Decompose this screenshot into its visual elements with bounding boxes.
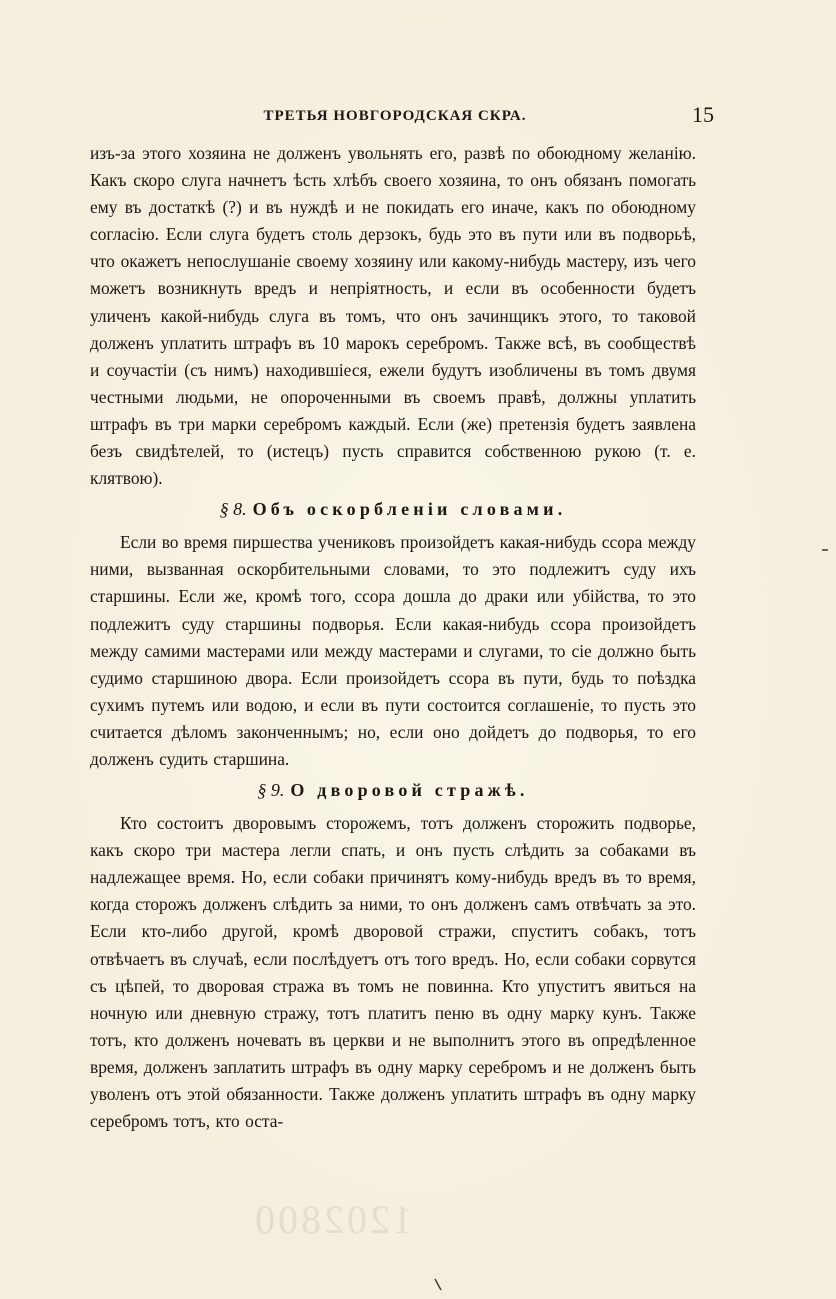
page-number: 15 xyxy=(692,102,714,127)
text-block xyxy=(90,140,696,1135)
running-head xyxy=(90,102,714,134)
section-8-title: Объ оскорбленіи словами. xyxy=(252,499,567,520)
paragraph-section-9: Кто состоитъ дворовымъ сторожемъ, тотъ долженъ сторожить подворье, какъ скоро три мастера легли спать, и онъ пусть слѣдить за собаками въ надлежащее время. Но, если собаки причинятъ кому-нибудь вредъ въ то время, когда сторожъ долженъ слѣдить за ними, то онъ долженъ самъ отвѣчать за это. Если кто-либо другой, кромѣ дворовой стражи, спуститъ собакъ, тотъ отвѣчаетъ въ случаѣ, если послѣдуетъ отъ того вредъ. Но, если собаки сорвутся съ цѣпей, то дворовая стража въ томъ не повинна. Кто упуститъ явиться на ночную или дневную стражу, тотъ платитъ пеню въ одну марку кунъ. Также тотъ, кто долженъ ночевать въ церкви и не выполнитъ этого въ опредѣленное время, долженъ заплатить штрафъ въ одну марку серебромъ и не долженъ быть уволенъ отъ этой обязанности. Также долженъ уплатить штрафъ въ одну марку серебромъ тотъ, кто оста- xyxy=(90,813,696,1132)
section-9-number: § 9. xyxy=(257,780,285,801)
library-stamp-showthrough: 1202800 xyxy=(252,1197,413,1242)
section-8-number: § 8. xyxy=(219,499,247,520)
paragraph-section-8: Если во время пиршества учениковъ произойдетъ какая-нибудь ссора между ними, вызванная оскорбительными словами, то это подлежитъ суду ихъ старшины. Если же, кромѣ того, ссора дошла до драки или убійства, то это подлежитъ суду старшины подворья. Если какая-нибудь ссора произойдетъ между самими мастерами или между мастерами и слугами, то сіе должно быть судимо старшиною двора. Если произойдетъ ссора въ пути, будь то поѣздка сухимъ путемъ или водою, и если въ пути состоится соглашеніе, то пусть это считается дѣломъ законченнымъ; но, если оно дойдетъ до подворья, то его долженъ судить старшина. xyxy=(90,532,696,769)
paragraph-continuation: изъ-за этого хозяина не долженъ увольнять его, развѣ по обоюдному желанію. Какъ скоро слуга начнетъ ѣсть хлѣбъ своего хозяина, то онъ обязанъ помогать ему въ достаткѣ (?) и въ нуждѣ и не покидать его иначе, какъ по обоюдному согласію. Если слуга будетъ столь дерзокъ, будь это въ пути или въ подворьѣ, что окажетъ непослушаніе своему хозяину или какому-нибудь мастеру, изъ чего можетъ возникнуть вредъ и непріятность, и если въ особенности будетъ уличенъ какой-нибудь слуга въ томъ, что онъ зачинщикъ этого, то таковой долженъ уплатить штрафъ въ 10 марокъ серебромъ. Также всѣ, въ сообществѣ и соучастіи (съ нимъ) находившіеся, ежели будутъ изобличены въ томъ двумя честными людьми, не опороченными въ своемъ правѣ, должны уплатить штрафъ въ три марки серебромъ каждый. Если (же) претензія будетъ заявлена безъ свидѣтелей, то (истецъ) пусть справится собственною рукою (т. е. клятвою). xyxy=(90,143,696,489)
margin-mark xyxy=(822,549,828,551)
running-title: ТРЕТЬЯ НОВГОРОДСКАЯ СКРА. xyxy=(263,108,527,124)
page-edge-mark-icon xyxy=(432,1278,446,1292)
section-9-heading xyxy=(90,776,696,804)
section-8-heading xyxy=(90,495,696,523)
section-9-title: О дворовой стражѣ. xyxy=(290,780,529,801)
